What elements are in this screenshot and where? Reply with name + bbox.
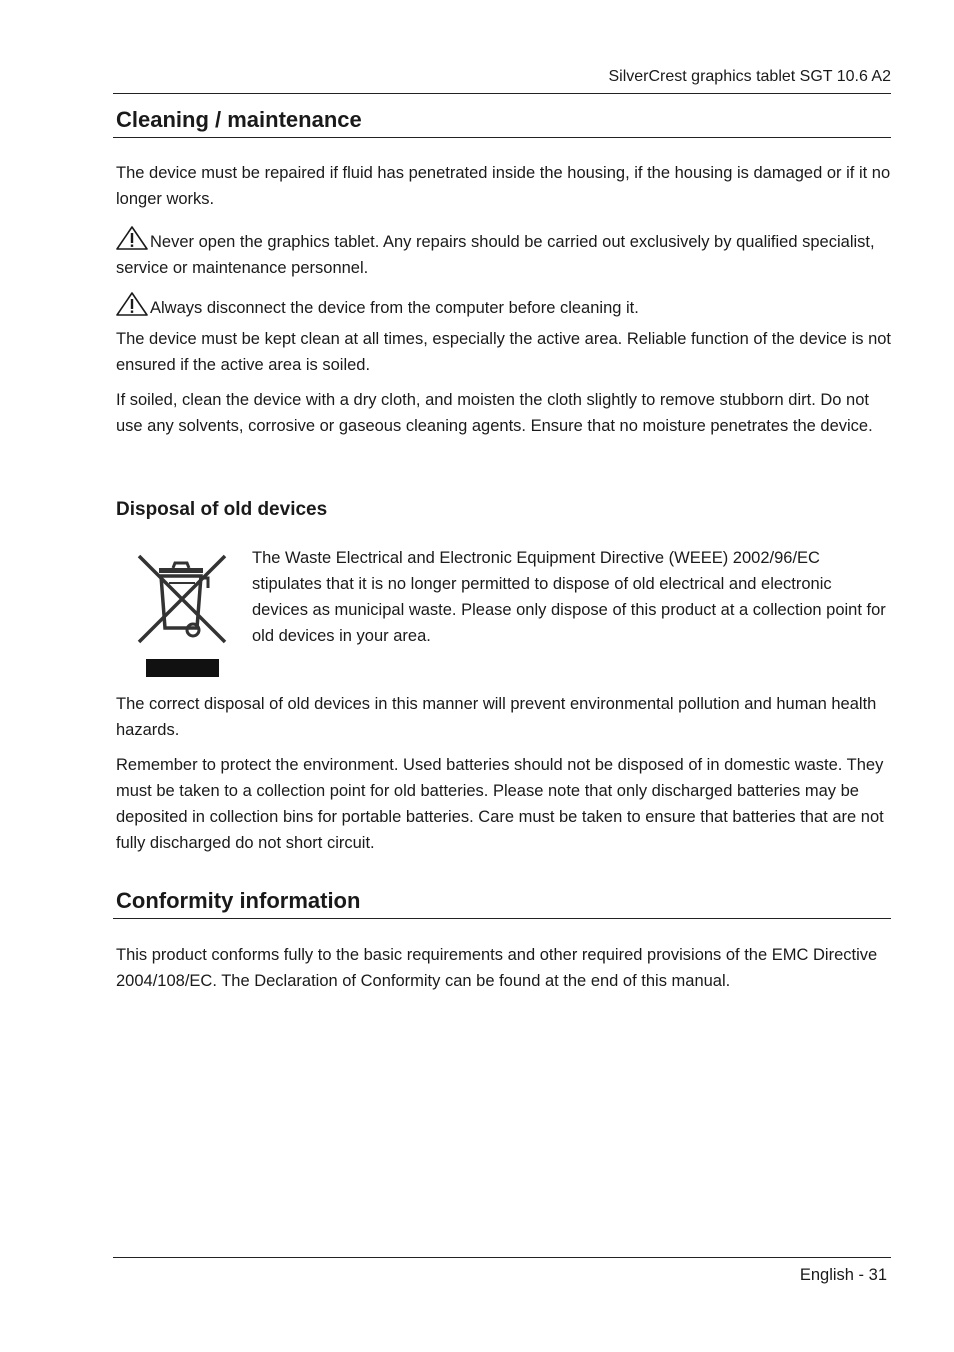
footer-rule <box>113 1257 891 1258</box>
cleaning-warning-1-text: Never open the graphics tablet. Any repairs should be carried out exclusively by qualified specialist, service or maintenance personnel. <box>116 233 875 277</box>
cleaning-paragraph-2: The device must be kept clean at all times, especially the active area. Reliable function of the device is not ensured if the active area is soiled. <box>116 330 892 374</box>
disposal-paragraph-1: The correct disposal of old devices in this manner will prevent environmental pollution and human health hazards. <box>116 695 877 739</box>
weee-paragraph: The Waste Electrical and Electronic Equipment Directive (WEEE) 2002/96/EC stipulates that it is no longer permitted to dispose of old electrical and electronic devices as municipal waste. Please only dispose of this product at a collection point for old devices in your area. <box>252 549 886 645</box>
warning-triangle-icon <box>116 292 148 316</box>
header-rule <box>113 93 891 94</box>
cleaning-paragraph-3: If soiled, clean the device with a dry cloth, and moisten the cloth slightly to remove stubborn dirt. Do not use any solvents, corrosive or gaseous cleaning agents. Ensure that no moisture penetrates the device. <box>116 391 873 435</box>
cleaning-warning-2-text: Always disconnect the device from the computer before cleaning it. <box>150 299 639 317</box>
conformity-paragraph-1: This product conforms fully to the basic requirements and other required provisions of the EMC Directive 2004/108/EC. The Declaration of Conformity can be found at the end of this manual. <box>116 946 878 990</box>
heading-conformity-rule <box>113 918 891 919</box>
cleaning-paragraph-1: The device must be repaired if fluid has penetrated inside the housing, if the housing is damaged or if it no longer works. <box>116 164 891 208</box>
disposal-paragraph-2: Remember to protect the environment. Used batteries should not be disposed of in domestic waste. They must be taken to a collection point for old batteries. Please note that only discharged batteries may be deposited in collection bins for portable batteries. Care must be taken to ensure that batteries that are not fully discharged do not short circuit. <box>116 756 884 852</box>
page-number: English - 31 <box>799 1266 887 1284</box>
cleaning-warning-1 <box>116 226 894 281</box>
warning-triangle-icon <box>116 226 148 250</box>
heading-disposal: Disposal of old devices <box>116 499 328 520</box>
crossed-out-wheelie-bin-icon <box>133 548 233 680</box>
running-header: SilverCrest graphics tablet SGT 10.6 A2 <box>608 68 891 85</box>
heading-conformity: Conformity information <box>116 888 361 913</box>
heading-cleaning: Cleaning / maintenance <box>116 107 362 132</box>
cleaning-warning-2 <box>116 292 894 321</box>
heading-cleaning-rule <box>113 137 891 138</box>
